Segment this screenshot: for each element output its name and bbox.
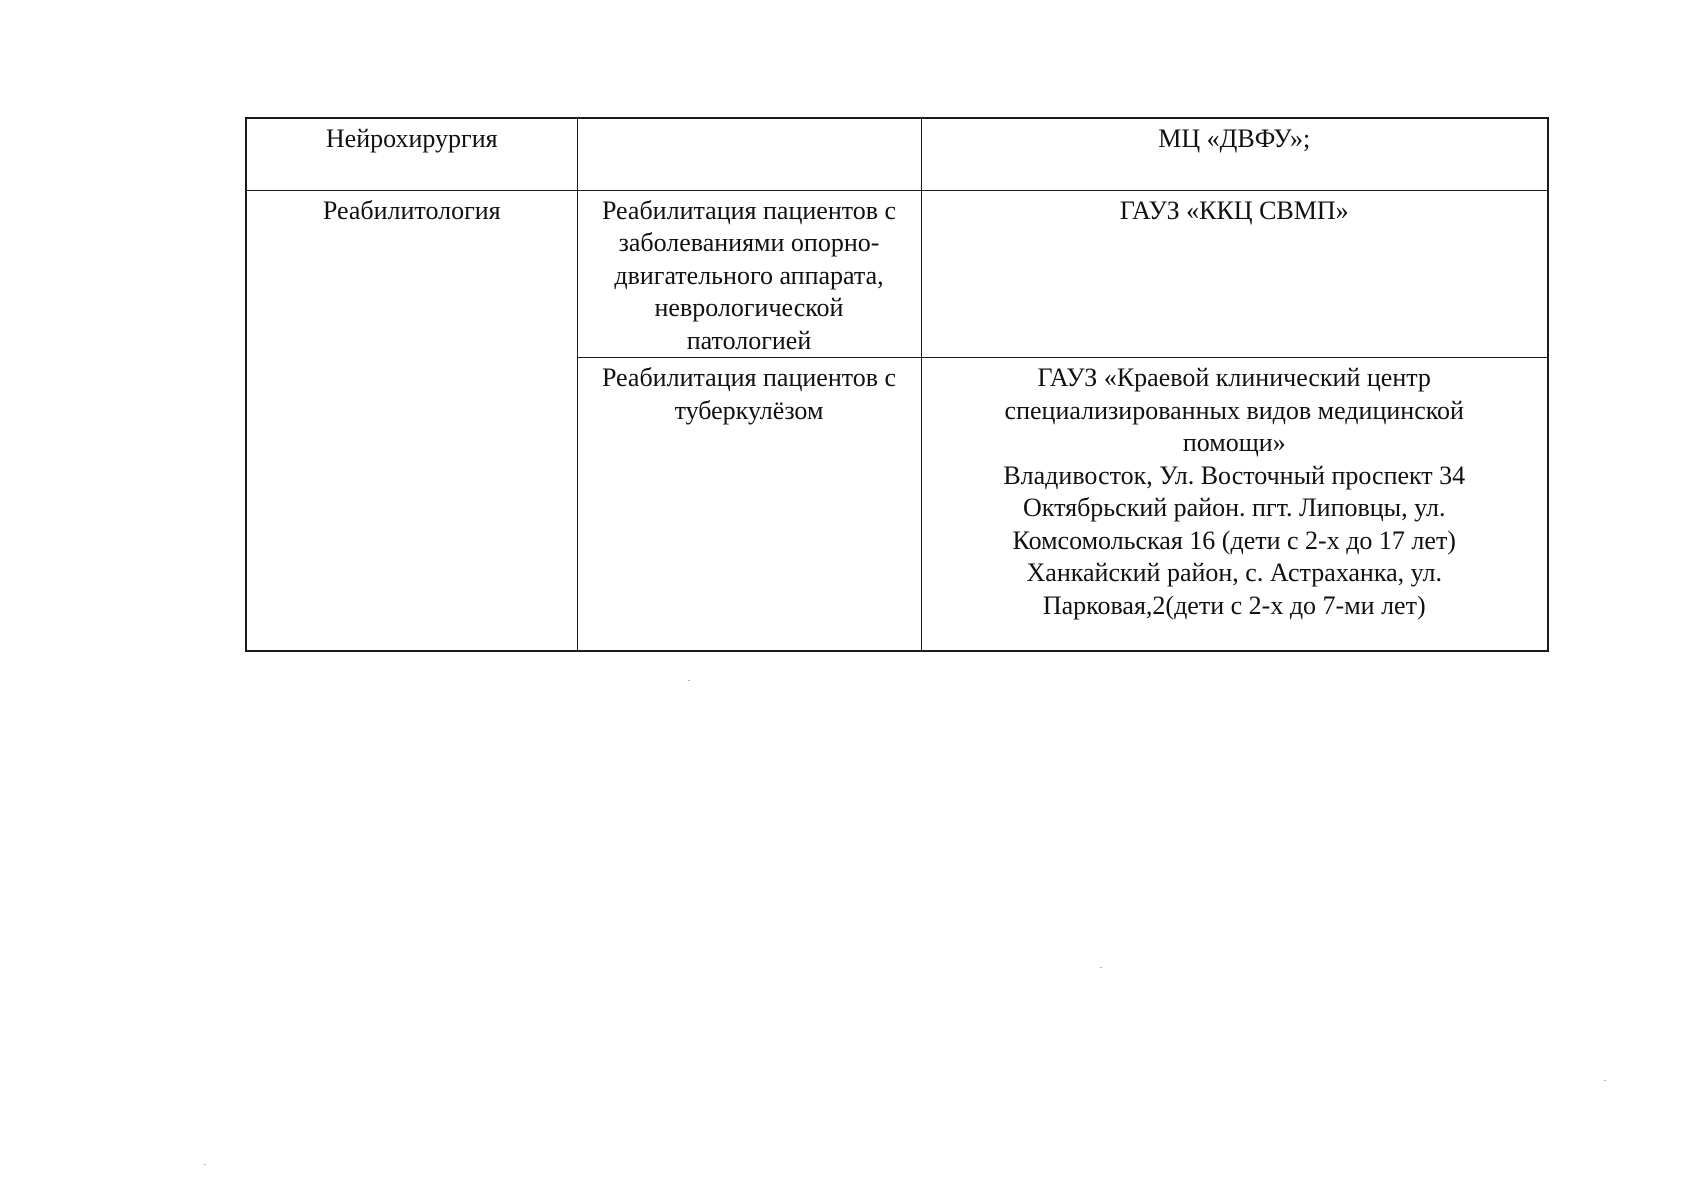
institution-line: ГАУЗ «Краевой клинический центр: [1037, 363, 1431, 392]
institution-line: Владивосток, Ул. Восточный проспект 34: [1003, 460, 1466, 490]
institution-cell: МЦ «ДВФУ»;: [921, 118, 1548, 190]
profile-line: Реабилитация пациентов с: [601, 195, 897, 225]
institution-cell: ГАУЗ «ККЦ СВМП»: [921, 190, 1548, 358]
profile-line: патологией: [686, 325, 812, 355]
institution-line: Парковая,2(дети с 2-х до 7-ми лет): [1042, 590, 1426, 620]
scan-speck: [1604, 1080, 1606, 1081]
profile-cell: [577, 118, 921, 190]
scan-speck: [204, 1164, 206, 1165]
institution-cell: [921, 358, 1548, 651]
specialty-cell: Реабилитология: [246, 190, 577, 651]
profile-line: неврологической: [654, 293, 844, 322]
institution-line: Октябрьский район. пгт. Липовцы, ул.: [1023, 493, 1446, 522]
institution-line: Ханкайский район, с. Астраханка, ул.: [1026, 558, 1442, 587]
specialty-table: [245, 117, 1549, 652]
profile-line: Реабилитация пациентов с: [601, 363, 897, 392]
profile-cell: [577, 190, 921, 358]
institution-line: помощи»: [1182, 428, 1286, 457]
profile-line: туберкулёзом: [674, 395, 824, 425]
table-row: [246, 118, 1548, 190]
scan-speck: [688, 680, 690, 681]
table-row: [246, 190, 1548, 358]
institution-line: специализированных видов медицинской: [1004, 395, 1464, 425]
institution-line: Комсомольская 16 (дети с 2-х до 17 лет): [1012, 525, 1456, 555]
profile-line: двигательного аппарата,: [614, 260, 884, 290]
scan-speck: [1100, 967, 1102, 968]
profile-line: заболеваниями опорно-: [618, 228, 880, 257]
specialty-cell: Нейрохирургия: [246, 118, 577, 190]
profile-cell: [577, 358, 921, 651]
